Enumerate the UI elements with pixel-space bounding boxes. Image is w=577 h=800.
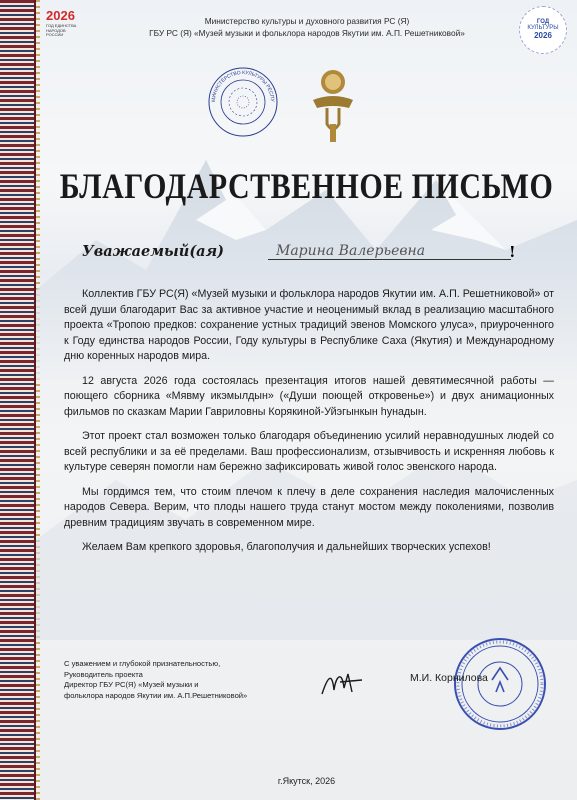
logo-year: 2026 [46,8,75,23]
role-line: Руководитель проекта [64,669,143,679]
handwritten-signature [318,666,368,700]
city-and-year: г.Якутск, 2026 [277,776,336,786]
paragraph-wishes: Желаем Вам крепкого здоровья, благополучия и дальнейших творческих успехов! [82,541,491,553]
emblems [203,60,383,150]
khomus-icon [313,70,353,142]
letter-body [64,287,554,565]
ministry-line: Министерство культуры и духовного развития РС (Я) [204,16,410,26]
ornamental-border [0,0,36,800]
badge-line1: ГОД [536,19,550,25]
document-title: БЛАГОДАРСТВЕННОЕ ПИСЬМО [59,166,554,207]
ministry-seal-icon [203,60,277,136]
year-of-unity-logo [46,8,80,38]
issuer-header [92,15,522,39]
paragraph-4: Мы гордимся тем, что стоим плечом к плечу в деле сохранения наследия малочисленных народов Севера. Верим, что плоды нашего труда станут мостом между поколениями, позволив древним традициям звучать в современном мире. [64,485,554,529]
recipient-name: Марина Валерьевна [268,243,511,260]
museum-name-line: фольклора народов Якутии им. А.П.Решетниковой» [64,691,248,701]
badge-line3: 2026 [534,31,552,40]
year-of-culture-badge [519,6,567,54]
paragraph-3: Этот проект стал возможен только благодаря объединению усилий неравнодушных людей со всей республики и за её пределами. Ваш профессионализм, отзывчивость и искренняя любовь к культуре северян помогли нам бережно зафиксировать живой голос эвенского народа. [64,430,554,473]
greeting: Уважаемый(ая) [82,243,224,260]
greeting-exclamation: ! [509,243,516,261]
director-line: Директор ГБУ РС(Я) «Музей музыки и [64,680,199,690]
seal-text: МИНИСТЕРСТВО КУЛЬТУРЫ РЕСПУ [210,69,276,103]
logo-subtitle: ГОД ЕДИНСТВА НАРОДОВ РОССИИ [46,23,77,37]
official-stamp-icon [452,636,548,732]
paragraph-2: 12 августа 2026 года состоялась презентация итогов нашей девятимесячной работы — поющего сборника «Мявму икэмылдын» («Души поющей откровенье») и двух анимационных фильмов по сказкам Марии Гавриловны Корякиной-Уйэгынкын һунадын. [64,374,554,418]
signature-block [64,659,247,702]
paragraph-1: Коллектив ГБУ РС(Я) «Музей музыки и фольклора народов Якутии им. А.П. Решетниковой» от всей души благодарит Вас за активное участие и неоценимый вклад в реализацию масштабного проекта «Тропою предков: сохранение устных традиций эвенов Момского улуса», приуроченного к Году единства народов России, Году культуры в Республике Саха (Якутия) и Международному дню коренных народов мира. [64,288,554,362]
museum-line: ГБУ РС (Я) «Музей музыки и фольклора народов Якутии им. А.П. Решетниковой» [149,28,465,38]
regards-line: С уважением и глубокой признательностью, [64,659,221,668]
director-name: М.И. Корнилова [410,672,488,684]
badge-line2: КУЛЬТУРЫ [527,25,559,31]
